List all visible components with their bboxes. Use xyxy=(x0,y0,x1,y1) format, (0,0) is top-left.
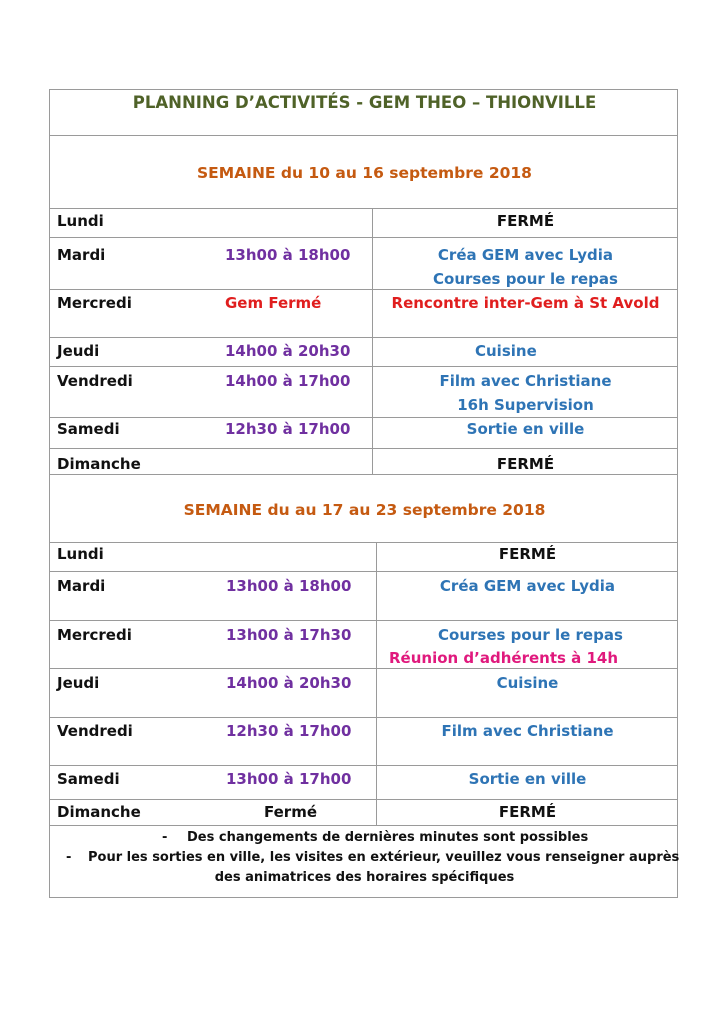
row-divider xyxy=(50,448,677,449)
row-divider xyxy=(50,289,677,290)
row-divider xyxy=(50,237,677,238)
row-divider xyxy=(50,668,677,669)
activity-closed: FERMÉ xyxy=(498,545,557,563)
day-label: Samedi xyxy=(57,420,120,438)
day-label: Vendredi xyxy=(57,722,133,740)
day-label: Dimanche xyxy=(57,455,141,473)
note-line: Pour les sorties en ville, les visites en extérieur, veuillez vous renseigner auprès xyxy=(88,850,680,865)
row-divider xyxy=(50,825,677,826)
activity-closed: FERMÉ xyxy=(496,455,555,473)
time-slot-closed: Gem Fermé xyxy=(225,294,322,312)
note-bullet: - xyxy=(66,850,72,865)
day-label: Lundi xyxy=(57,545,104,563)
day-label: Vendredi xyxy=(57,372,133,390)
day-label: Dimanche xyxy=(57,803,141,821)
activity: Sortie en ville xyxy=(468,770,587,788)
time-slot: 13h00 à 18h00 xyxy=(225,246,351,264)
day-label: Mercredi xyxy=(57,294,132,312)
row-divider xyxy=(50,799,677,800)
day-label: Mercredi xyxy=(57,626,132,644)
activity-event: Rencontre inter-Gem à St Avold xyxy=(391,294,660,312)
activity-closed: FERMÉ xyxy=(496,212,555,230)
day-label: Mardi xyxy=(57,577,106,595)
activity-meeting: Réunion d’adhérents à 14h xyxy=(389,649,619,667)
time-slot: 13h00 à 17h30 xyxy=(226,626,352,644)
activity: 16h Supervision xyxy=(457,396,594,414)
planning-table xyxy=(49,89,678,898)
row-divider xyxy=(50,208,677,209)
note-line: Des changements de dernières minutes sont possibles xyxy=(187,830,589,845)
activity: Cuisine xyxy=(475,342,537,360)
day-label: Jeudi xyxy=(57,674,100,692)
row-divider xyxy=(50,620,677,621)
page-title: PLANNING D’ACTIVITÉS - GEM THEO – THIONVILLE xyxy=(132,93,597,112)
week-2-heading: SEMAINE du au 17 au 23 septembre 2018 xyxy=(183,501,546,519)
note-line: des animatrices des horaires spécifiques xyxy=(214,870,515,885)
activity: Cuisine xyxy=(496,674,559,692)
row-divider xyxy=(50,571,677,572)
time-slot: 14h00 à 20h30 xyxy=(225,342,351,360)
row-divider xyxy=(50,542,677,543)
day-label: Mardi xyxy=(57,246,106,264)
row-divider xyxy=(50,366,677,367)
time-slot: 14h00 à 20h30 xyxy=(226,674,352,692)
row-divider xyxy=(50,717,677,718)
time-slot: 13h00 à 18h00 xyxy=(226,577,352,595)
day-label: Jeudi xyxy=(57,342,100,360)
time-slot: 14h00 à 17h00 xyxy=(225,372,351,390)
activity-closed: FERMÉ xyxy=(498,803,557,821)
time-slot: 13h00 à 17h00 xyxy=(226,770,352,788)
activity: Créa GEM avec Lydia xyxy=(439,577,616,595)
note-bullet: - xyxy=(162,830,168,845)
time-slot-closed: Fermé xyxy=(264,803,318,821)
activity: Film avec Christiane xyxy=(439,372,612,390)
row-divider xyxy=(50,474,677,475)
row-divider xyxy=(50,765,677,766)
time-slot: 12h30 à 17h00 xyxy=(226,722,352,740)
activity: Sortie en ville xyxy=(466,420,585,438)
row-divider xyxy=(50,417,677,418)
activity: Film avec Christiane xyxy=(441,722,614,740)
time-slot: 12h30 à 17h00 xyxy=(225,420,351,438)
week-1-heading: SEMAINE du 10 au 16 septembre 2018 xyxy=(197,164,532,182)
day-label: Samedi xyxy=(57,770,120,788)
activity: Courses pour le repas xyxy=(438,626,623,644)
activity: Courses pour le repas xyxy=(433,270,618,288)
row-divider xyxy=(50,337,677,338)
activity: Créa GEM avec Lydia xyxy=(437,246,614,264)
row-divider xyxy=(50,135,677,136)
day-label: Lundi xyxy=(57,212,104,230)
